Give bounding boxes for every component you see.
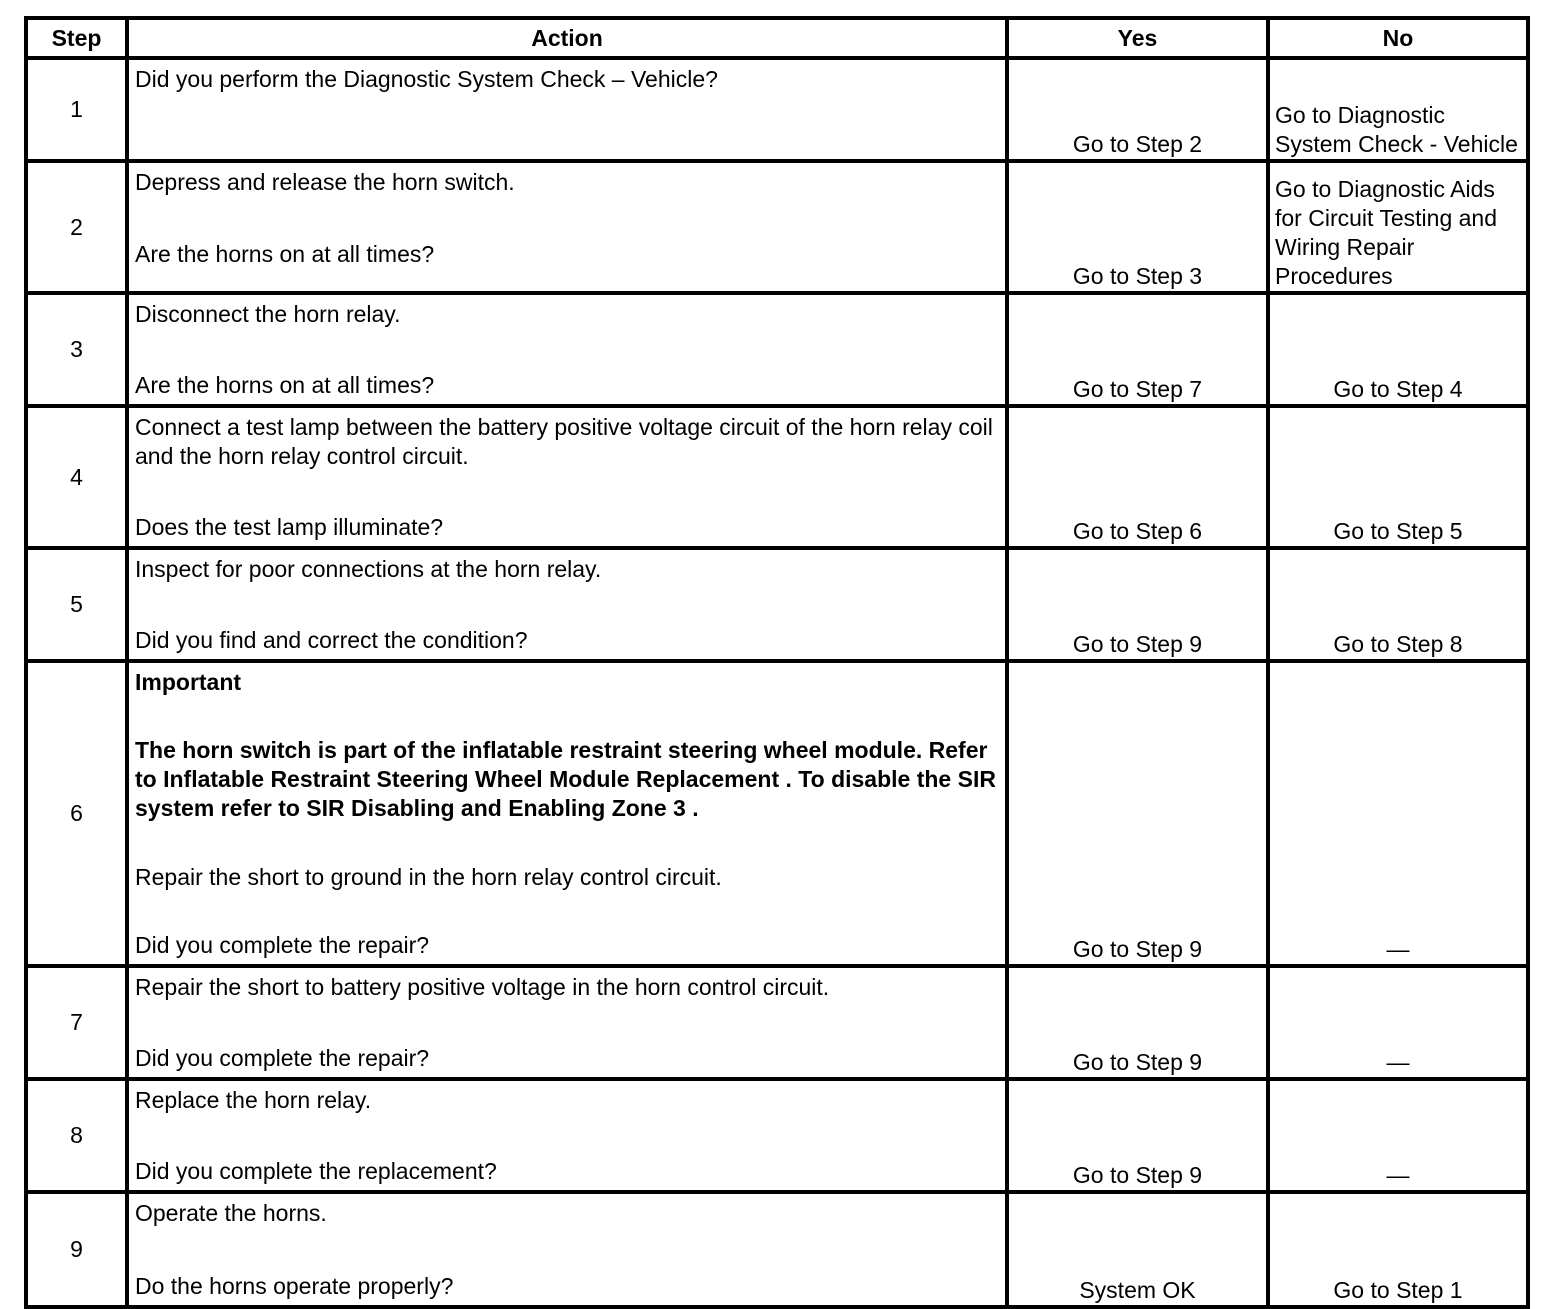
action-question: Do the horns operate properly? xyxy=(135,1273,454,1299)
action-instruction: Operate the horns. xyxy=(135,1200,327,1226)
header-no: No xyxy=(1268,18,1528,58)
header-step: Step xyxy=(26,18,127,58)
action-cell xyxy=(127,548,1007,661)
step-number: 3 xyxy=(26,293,127,406)
step-number: 5 xyxy=(26,548,127,661)
action-instruction: Replace the horn relay. xyxy=(135,1087,372,1113)
important-note: The horn switch is part of the inflatable restraint steering wheel module. Refer to Inflatable Restraint Steering Wheel Module Replacement . To disable the SIR system refer to SIR Disabling and Enabling Zone 3 . xyxy=(135,737,996,822)
table-row xyxy=(26,1192,1528,1307)
table-row xyxy=(26,966,1528,1079)
action-cell xyxy=(127,966,1007,1079)
yes-cell: Go to Step 3 xyxy=(1007,161,1268,293)
table-row xyxy=(26,406,1528,548)
step-number: 2 xyxy=(26,161,127,293)
important-label: Important xyxy=(135,669,242,695)
action-question: Are the horns on at all times? xyxy=(135,372,435,398)
action-cell xyxy=(127,661,1007,966)
action-instruction: Repair the short to ground in the horn relay control circuit. xyxy=(135,863,722,890)
table-row xyxy=(26,548,1528,661)
action-cell xyxy=(127,406,1007,548)
yes-cell: Go to Step 9 xyxy=(1007,661,1268,966)
no-cell: — xyxy=(1268,1079,1528,1192)
action-cell xyxy=(127,161,1007,293)
header-action: Action xyxy=(127,18,1007,58)
no-cell: Go to Diagnostic Aids for Circuit Testing and Wiring Repair Procedures xyxy=(1268,161,1528,293)
action-instruction: Connect a test lamp between the battery positive voltage circuit of the horn relay coil and the horn relay control circuit. xyxy=(135,414,993,469)
action-instruction: Inspect for poor connections at the horn relay. xyxy=(135,556,602,582)
action-cell xyxy=(127,1192,1007,1307)
action-cell xyxy=(127,1079,1007,1192)
action-instruction: Disconnect the horn relay. xyxy=(135,301,401,327)
yes-cell: Go to Step 2 xyxy=(1007,58,1268,161)
header-yes: Yes xyxy=(1007,18,1268,58)
action-question: Did you find and correct the condition? xyxy=(135,627,528,653)
step-number: 7 xyxy=(26,966,127,1079)
table-row xyxy=(26,161,1528,293)
yes-cell: System OK xyxy=(1007,1192,1268,1307)
yes-cell: Go to Step 9 xyxy=(1007,966,1268,1079)
table-row xyxy=(26,661,1528,966)
yes-cell: Go to Step 7 xyxy=(1007,293,1268,406)
action-question: Does the test lamp illuminate? xyxy=(135,514,444,540)
table-header-row xyxy=(26,18,1528,58)
diagnostic-table xyxy=(24,16,1530,1309)
no-cell: Go to Step 8 xyxy=(1268,548,1528,661)
yes-cell: Go to Step 6 xyxy=(1007,406,1268,548)
action-text: Did you perform the Diagnostic System Check – Vehicle? xyxy=(135,66,718,92)
no-cell: — xyxy=(1268,966,1528,1079)
yes-cell: Go to Step 9 xyxy=(1007,548,1268,661)
no-cell: Go to Step 4 xyxy=(1268,293,1528,406)
step-number: 4 xyxy=(26,406,127,548)
action-question: Did you complete the repair? xyxy=(135,931,430,958)
step-number: 1 xyxy=(26,58,127,161)
action-cell xyxy=(127,293,1007,406)
action-instruction: Repair the short to battery positive voltage in the horn control circuit. xyxy=(135,974,830,1000)
step-number: 8 xyxy=(26,1079,127,1192)
no-cell: — xyxy=(1268,661,1528,966)
action-cell xyxy=(127,58,1007,161)
no-cell: Go to Diagnostic System Check - Vehicle xyxy=(1268,58,1528,161)
step-number: 9 xyxy=(26,1192,127,1307)
table-row xyxy=(26,1079,1528,1192)
action-question: Are the horns on at all times? xyxy=(135,241,435,267)
action-question: Did you complete the replacement? xyxy=(135,1158,497,1184)
table-row xyxy=(26,293,1528,406)
table-row xyxy=(26,58,1528,161)
no-cell: Go to Step 1 xyxy=(1268,1192,1528,1307)
no-cell: Go to Step 5 xyxy=(1268,406,1528,548)
step-number: 6 xyxy=(26,661,127,966)
action-question: Did you complete the repair? xyxy=(135,1045,430,1071)
action-instruction: Depress and release the horn switch. xyxy=(135,169,515,195)
yes-cell: Go to Step 9 xyxy=(1007,1079,1268,1192)
